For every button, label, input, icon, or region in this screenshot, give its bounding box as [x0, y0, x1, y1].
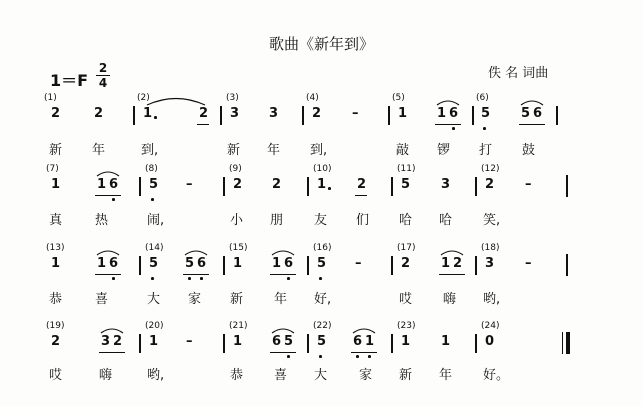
note: 1	[51, 177, 61, 192]
measure-number: (19)	[46, 321, 65, 331]
lyric: 哈	[439, 213, 453, 228]
lyric: 大	[314, 368, 328, 383]
lyric: 年	[92, 143, 106, 158]
lyric: 新	[399, 368, 413, 383]
note: 5	[185, 256, 195, 271]
note: 6	[197, 256, 207, 271]
note: 5	[521, 106, 531, 121]
note: 1	[441, 256, 451, 271]
dash: –	[525, 256, 532, 271]
lyric: 恭	[49, 292, 63, 307]
lyric: 新	[230, 292, 244, 307]
note: 1	[233, 256, 243, 271]
lyric: 闹,	[147, 213, 165, 228]
note: 2	[233, 177, 243, 192]
note: 2	[51, 106, 61, 121]
measure-number: (20)	[145, 321, 164, 331]
lyric: 到,	[310, 143, 328, 158]
lyric: 敲	[396, 143, 410, 158]
time-signature-bottom: 4	[98, 76, 108, 90]
note: 2	[94, 106, 104, 121]
note: 1	[437, 106, 447, 121]
lyric: 新	[49, 143, 63, 158]
time-signature	[96, 62, 110, 89]
lyric: 喜	[274, 368, 288, 383]
measure-number: (17)	[397, 243, 416, 253]
measure-number: (12)	[481, 164, 500, 174]
note: 2	[272, 177, 282, 192]
note: 1	[51, 256, 61, 271]
lyric: 年	[274, 292, 288, 307]
lyric: 家	[359, 368, 373, 383]
measure-number: (24)	[481, 321, 500, 331]
note: 1	[317, 177, 327, 192]
note: 1	[97, 177, 107, 192]
note: 3	[230, 106, 240, 121]
measure-number: (3)	[226, 93, 239, 103]
lyric: 笑,	[483, 213, 501, 228]
note: 1	[272, 256, 282, 271]
note: 6	[109, 256, 119, 271]
lyric: 哎	[49, 368, 63, 383]
lyric: 恭	[230, 368, 244, 383]
lyric: 喜	[95, 292, 109, 307]
lyric: 真	[49, 213, 63, 228]
note: 6	[109, 177, 119, 192]
note: 2	[453, 256, 463, 271]
measure-number: (15)	[229, 243, 248, 253]
lyric: 们	[356, 213, 370, 228]
note: 2	[113, 334, 123, 349]
measure-number: (14)	[145, 243, 164, 253]
measure-number: (23)	[397, 321, 416, 331]
note: 2	[357, 177, 367, 192]
time-signature-top: 2	[98, 61, 108, 75]
dash: –	[352, 106, 359, 121]
lyric: 嗨	[99, 368, 113, 383]
lyric: 哈	[399, 213, 413, 228]
measure-number: (5)	[392, 93, 405, 103]
measure-number: (16)	[313, 243, 332, 253]
lyric: 锣	[437, 143, 451, 158]
note: 3	[101, 334, 111, 349]
lyric: 家	[188, 292, 202, 307]
note: 3	[269, 106, 279, 121]
note: 1	[143, 106, 153, 121]
measure-number: (18)	[481, 243, 500, 253]
note: 2	[312, 106, 322, 121]
dash: –	[186, 177, 193, 192]
lyric: 哟,	[147, 368, 165, 383]
note: 1	[149, 334, 159, 349]
measure-number: (13)	[46, 243, 65, 253]
lyric: 打	[479, 143, 493, 158]
lyric: 年	[267, 143, 281, 158]
credit-line: 佚 名 词曲	[488, 66, 549, 81]
note: 6	[533, 106, 543, 121]
measure-number: (11)	[397, 164, 416, 174]
lyric: 哎	[399, 292, 413, 307]
lyric: 嗨	[443, 292, 457, 307]
note: 5	[317, 256, 327, 271]
dash: –	[186, 334, 193, 349]
lyric: 鼓	[522, 143, 536, 158]
song-title: 歌曲《新年到》	[268, 35, 374, 53]
measure-number: (7)	[46, 164, 59, 174]
note: 1	[398, 106, 408, 121]
measure-number: (1)	[44, 93, 57, 103]
note: 2	[485, 177, 495, 192]
measure-number: (8)	[145, 164, 158, 174]
note: 1	[365, 334, 375, 349]
lyric: 好。	[483, 368, 510, 383]
lyric: 热	[95, 213, 109, 228]
note: 5	[284, 334, 294, 349]
measure-number: (22)	[313, 321, 332, 331]
lyric: 友	[314, 213, 328, 228]
measure-number: (4)	[306, 93, 319, 103]
dash: –	[355, 256, 362, 271]
note: 1	[97, 256, 107, 271]
note: 3	[485, 256, 495, 271]
note: 1	[233, 334, 243, 349]
note: 5	[149, 177, 159, 192]
measure-number: (2)	[137, 93, 150, 103]
note: 0	[485, 334, 495, 349]
note: 5	[481, 106, 491, 121]
note: 5	[401, 177, 411, 192]
lyric: 大	[147, 292, 161, 307]
measure-number: (9)	[229, 164, 242, 174]
measure-number: (6)	[476, 93, 489, 103]
note: 5	[149, 256, 159, 271]
note: 1	[401, 334, 411, 349]
note: 6	[284, 256, 294, 271]
key-signature: 1＝F	[50, 71, 89, 90]
lyric: 小	[230, 213, 244, 228]
note: 1	[441, 334, 451, 349]
note: 2	[199, 106, 209, 121]
lyric: 到,	[141, 143, 159, 158]
measure-number: (21)	[229, 321, 248, 331]
note: 5	[317, 334, 327, 349]
note: 6	[272, 334, 282, 349]
lyric: 好,	[314, 292, 332, 307]
measure-number: (10)	[313, 164, 332, 174]
lyric: 年	[439, 368, 453, 383]
lyric: 新	[227, 143, 241, 158]
lyric: 朋	[270, 213, 284, 228]
note: 2	[51, 334, 61, 349]
lyric: 哟,	[483, 292, 501, 307]
note: 3	[441, 177, 451, 192]
note: 2	[401, 256, 411, 271]
note: 6	[353, 334, 363, 349]
note: 6	[449, 106, 459, 121]
dash: –	[525, 177, 532, 192]
